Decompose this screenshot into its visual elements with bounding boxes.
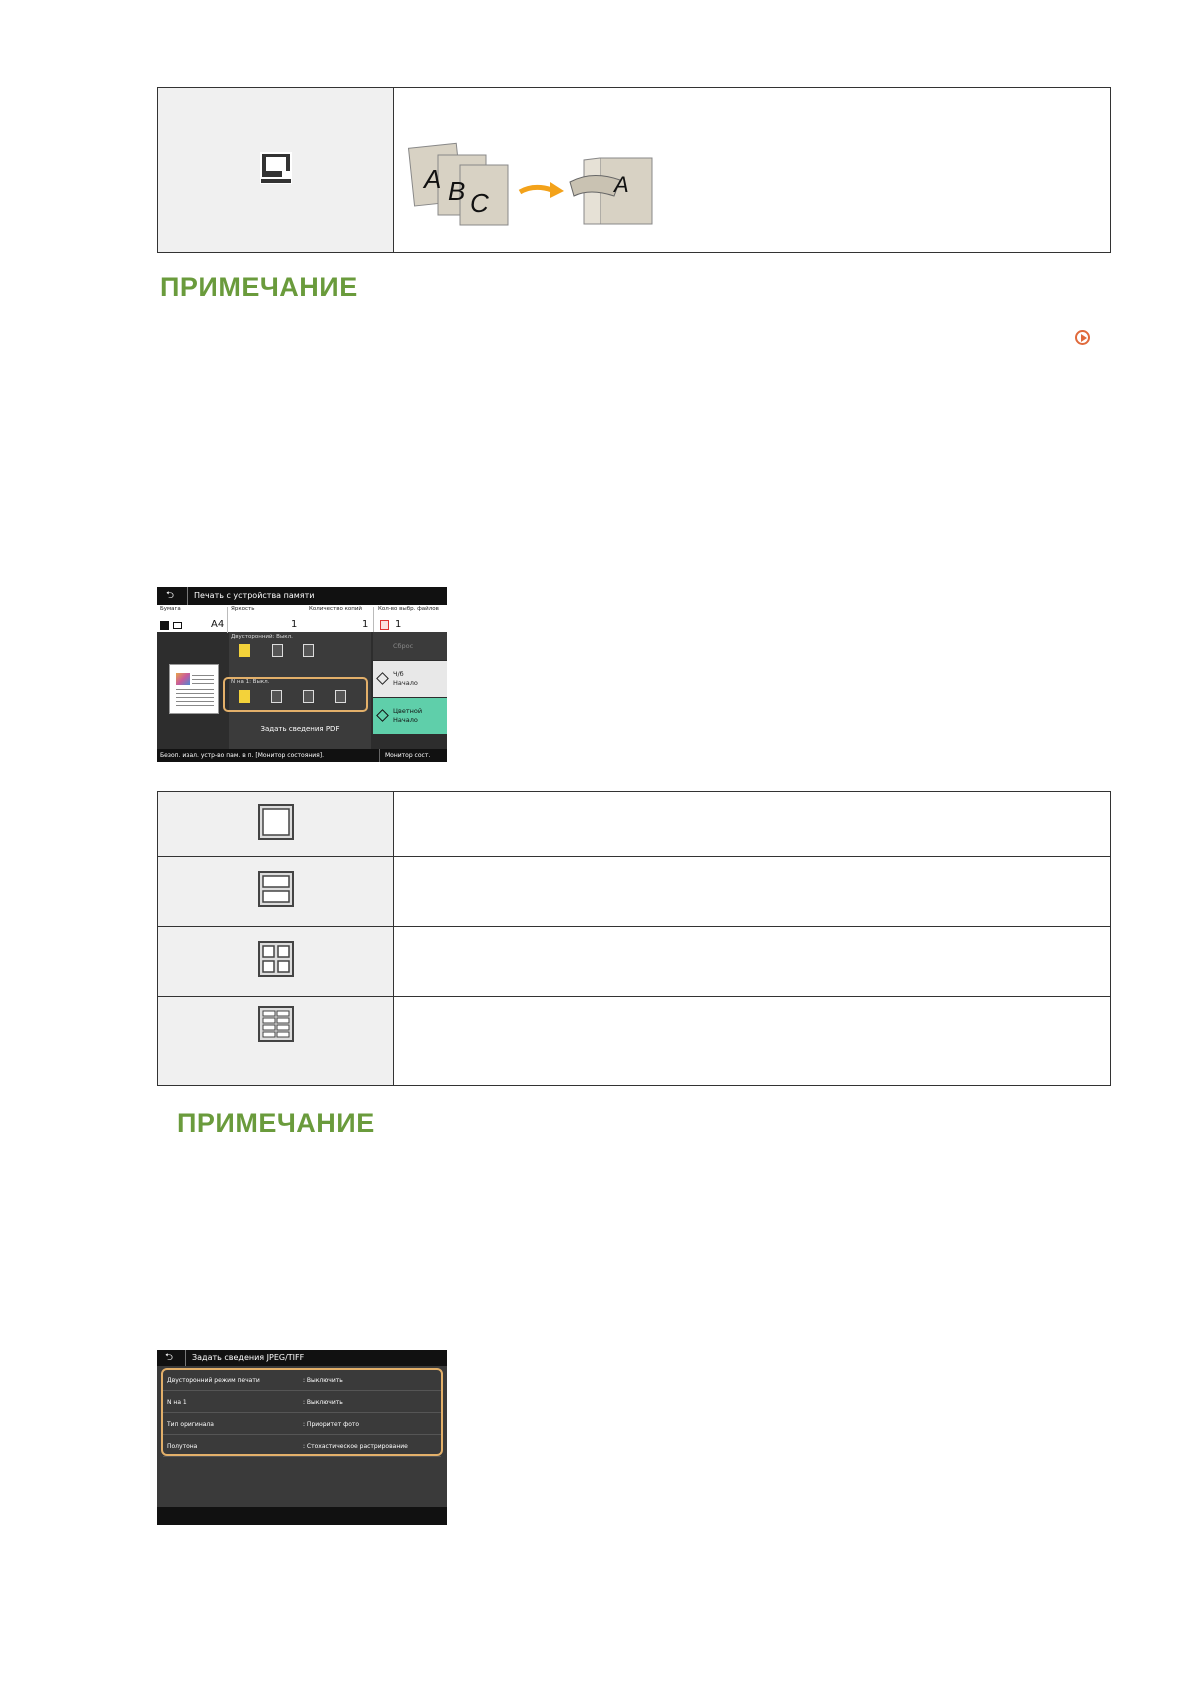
arrow-icon — [520, 187, 552, 192]
files-value[interactable]: 1 — [395, 619, 402, 630]
setting-key: N на 1 — [167, 1399, 187, 1406]
brightness-label: Яркость — [231, 606, 255, 612]
setting-key: Двусторонний режим печати — [167, 1377, 260, 1384]
description-cell — [394, 997, 1111, 1086]
icon-cell — [158, 792, 394, 857]
nup-highlight — [223, 677, 368, 712]
paper-tray-icon — [160, 621, 169, 630]
description-cell — [394, 792, 1111, 857]
n-up-8-icon — [257, 1005, 295, 1043]
color-start-line2: Начало — [393, 716, 418, 724]
setting-key: Тип оригинала — [167, 1421, 214, 1428]
back-icon[interactable]: ⮌ — [165, 590, 174, 601]
files-label: Кол-во выбр. файлов — [378, 606, 439, 612]
reset-button[interactable] — [373, 632, 447, 660]
pdf-settings-button[interactable]: Задать сведения PDF — [229, 720, 371, 738]
arrowhead-icon — [550, 182, 564, 198]
bw-start-line1: Ч/б — [393, 670, 404, 678]
monitor-button[interactable]: Монитор сост. — [379, 749, 430, 762]
status-bar — [157, 749, 447, 762]
reset-label: Сброс — [393, 642, 414, 650]
screen-title-bar — [157, 587, 447, 605]
setting-value: : Выключить — [303, 1399, 343, 1406]
n-up-2-icon — [257, 870, 295, 908]
copies-label: Количество копий — [309, 606, 363, 612]
copies-value[interactable]: 1 — [362, 619, 369, 630]
page-a-letter: A — [424, 164, 442, 194]
illustration-cell — [394, 88, 1111, 253]
bw-start-line2: Начало — [393, 679, 418, 687]
link-arrow-icon[interactable] — [1075, 330, 1090, 345]
color-start-line1: Цветной — [393, 707, 423, 715]
paper-cassette-icon — [173, 622, 182, 629]
duplex-long-edge-icon[interactable] — [272, 644, 283, 657]
bw-start-button[interactable] — [373, 661, 447, 697]
setting-value: : Приоритет фото — [303, 1421, 360, 1428]
nup-label: N на 1: Выкл. — [231, 679, 270, 685]
brightness-value[interactable]: 1 — [291, 619, 298, 630]
setting-key: Полутона — [167, 1443, 198, 1450]
icon-cell — [158, 88, 394, 253]
setting-value: : Выключить — [303, 1377, 343, 1384]
booklet-option-table — [157, 87, 1111, 253]
print-from-memory-screen — [157, 587, 447, 762]
screen-title-bar — [157, 1350, 447, 1366]
booklet-icon — [257, 149, 295, 187]
page-preview — [169, 664, 219, 714]
note-heading: ПРИМЕЧАНИЕ — [160, 272, 358, 302]
status-bar — [157, 1507, 447, 1525]
start-icon — [376, 709, 389, 722]
page-b-letter: B — [448, 176, 466, 206]
nup-option-table — [157, 791, 1111, 1086]
duplex-short-edge-icon[interactable] — [303, 644, 314, 657]
settings-values[interactable] — [157, 619, 447, 632]
n-up-1-icon — [257, 803, 295, 841]
description-cell — [394, 927, 1111, 997]
pdf-file-icon — [380, 620, 389, 630]
back-icon[interactable]: ⮌ — [164, 1352, 173, 1363]
duplex-label: Двусторонний: Выкл. — [231, 634, 293, 640]
note-heading: ПРИМЕЧАНИЕ — [177, 1108, 375, 1138]
screen-title: Задать сведения JPEG/TIFF — [185, 1350, 304, 1366]
page-c-letter: C — [470, 188, 489, 218]
duplex-off-icon[interactable] — [239, 644, 250, 657]
status-text: Безоп. изал. устр-во пам. в п. [Монитор состояния]. — [160, 752, 324, 759]
color-start-button[interactable] — [373, 698, 447, 734]
icon-cell — [158, 857, 394, 927]
start-icon — [376, 672, 389, 685]
paper-value[interactable]: A4 — [211, 619, 225, 630]
jpeg-tiff-settings-screen — [157, 1350, 447, 1525]
icon-cell — [158, 997, 394, 1086]
booklet-illustration — [402, 120, 672, 240]
icon-cell — [158, 927, 394, 997]
setting-value: : Стохастическое растрирование — [303, 1443, 408, 1450]
settings-highlight — [161, 1368, 443, 1456]
n-up-4-icon — [257, 940, 295, 978]
screen-title: Печать с устройства памяти — [187, 587, 314, 605]
description-cell — [394, 857, 1111, 927]
svg-text:A: A — [614, 172, 629, 197]
paper-label: Бумага — [160, 606, 181, 612]
